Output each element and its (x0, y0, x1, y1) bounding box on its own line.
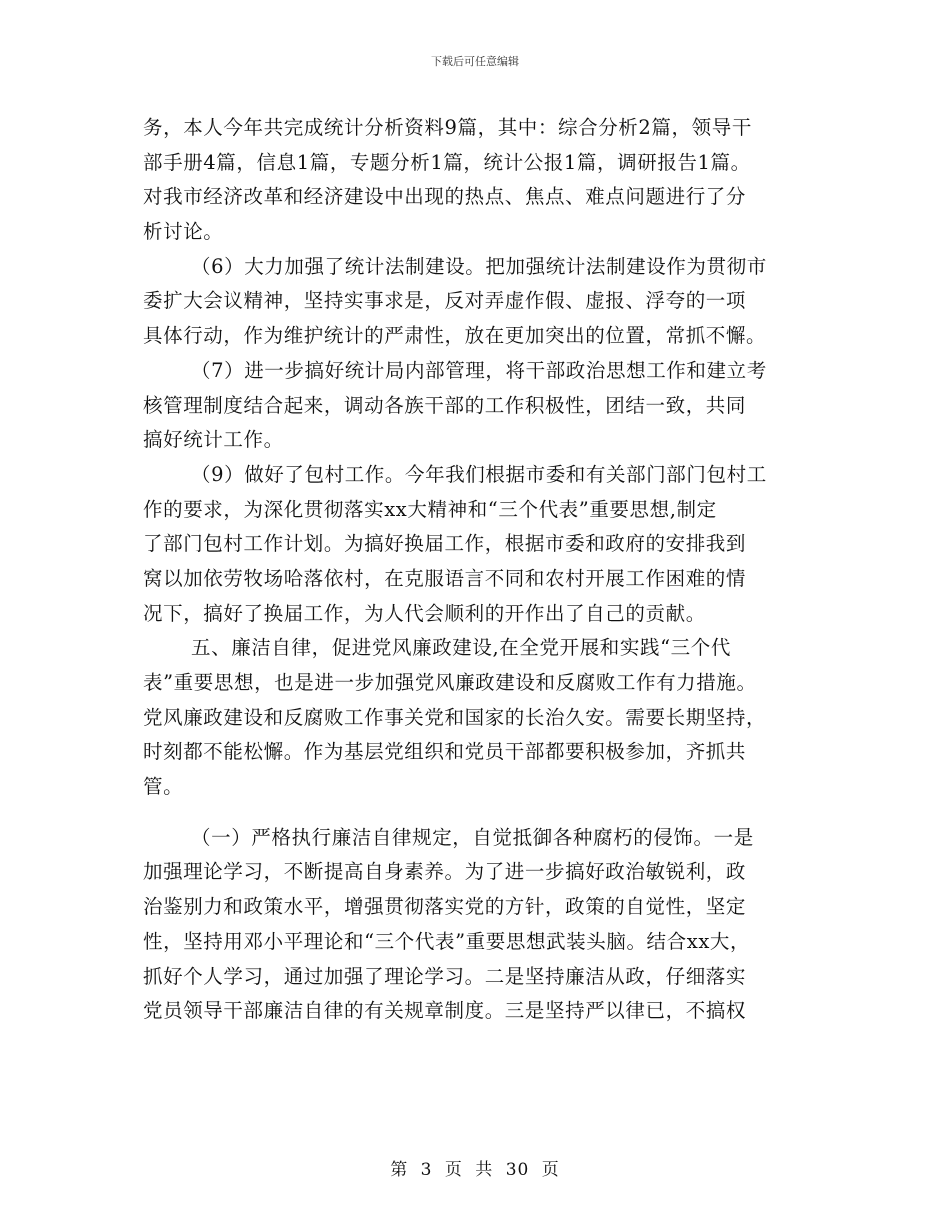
text-line: 作的要求，为深化贯彻落实xx大精神和“三个代表”重要思想,制定 (143, 497, 717, 521)
document-body (143, 111, 823, 1029)
text-line: 了部门包村工作计划。为搞好换届工作，根据市委和政府的安排我到 (143, 532, 747, 556)
text-line: 性，坚持用邓小平理论和“三个代表”重要思想武装头脑。结合xx大， (143, 929, 751, 953)
text-line: 党风廉政建设和反腐败工作事关党和国家的长治久安。需要长期坚持， (143, 705, 767, 729)
page-number-footer: 第 3 页 共 30 页 (390, 1160, 560, 1180)
text-line: 治鉴别力和政策水平，增强贯彻落实党的方针，政策的自觉性，坚定 (143, 895, 747, 919)
text-line: 委扩大会议精神，坚持实事求是，反对弄虚作假、虚报、浮夸的一项 (143, 289, 747, 313)
text-line: 务，本人今年共完成统计分析资料9篇，其中：综合分析2篇，领导干 (143, 116, 752, 139)
text-line: 管。 (143, 775, 184, 799)
text-line: 表”重要思想，也是进一步加强党风廉政建设和反腐败工作有力措施。 (143, 671, 757, 694)
text-line: 加强理论学习，不断提高自身素养。为了进一步搞好政治敏锐利，政 (143, 860, 747, 884)
text-line: 党员领导干部廉洁自律的有关规章制度。三是坚持严以律已，不搞权 (143, 999, 747, 1023)
paragraph-start-line: （9）做好了包村工作。今年我们根据市委和有关部门部门包村工 (191, 462, 767, 486)
paragraph-start-line: （7）进一步搞好统计局内部管理，将干部政治思想工作和建立考 (191, 358, 767, 382)
paragraph-spacer (143, 805, 823, 821)
text-line: 析讨论。 (143, 220, 224, 244)
paragraph-start-line: （一）严格执行廉洁自律规定，自觉抵御各种腐朽的侵饰。一是 (191, 825, 754, 849)
text-line: 具体行动，作为维护统计的严肃性，放在更加突出的位置，常抓不懈。 (143, 324, 767, 348)
paragraph-start-line: 五、廉洁自律，促进党风廉政建设,在全党开展和实践“三个代 (191, 636, 731, 660)
text-line: 抓好个人学习，通过加强了理论学习。二是坚持廉洁从政，仔细落实 (143, 964, 747, 988)
text-line: 窝以加依劳牧场哈落依村，在克服语言不同和农村开展工作困难的情 (143, 566, 747, 590)
paragraph-start-line: （6）大力加强了统计法制建设。把加强统计法制建设作为贯彻市 (191, 254, 767, 278)
text-line: 部手册4篇，信息1篇，专题分析1篇，统计公报1篇，调研报告1篇。 (143, 150, 751, 174)
text-line: 对我市经济改革和经济建设中出现的热点、焦点、难点问题进行了分 (143, 185, 747, 209)
text-line: 时刻都不能松懈。作为基层党组织和党员干部都要积极参加，齐抓共 (143, 740, 747, 764)
text-line: 搞好统计工作。 (143, 428, 284, 452)
text-line: 核管理制度结合起来，调动各族干部的工作积极性，团结一致，共同 (143, 393, 747, 417)
page-header: 下载后可任意编辑 (431, 55, 519, 68)
text-line: 况下，搞好了换届工作，为人代会顺利的开作出了自己的贡献。 (143, 601, 706, 625)
